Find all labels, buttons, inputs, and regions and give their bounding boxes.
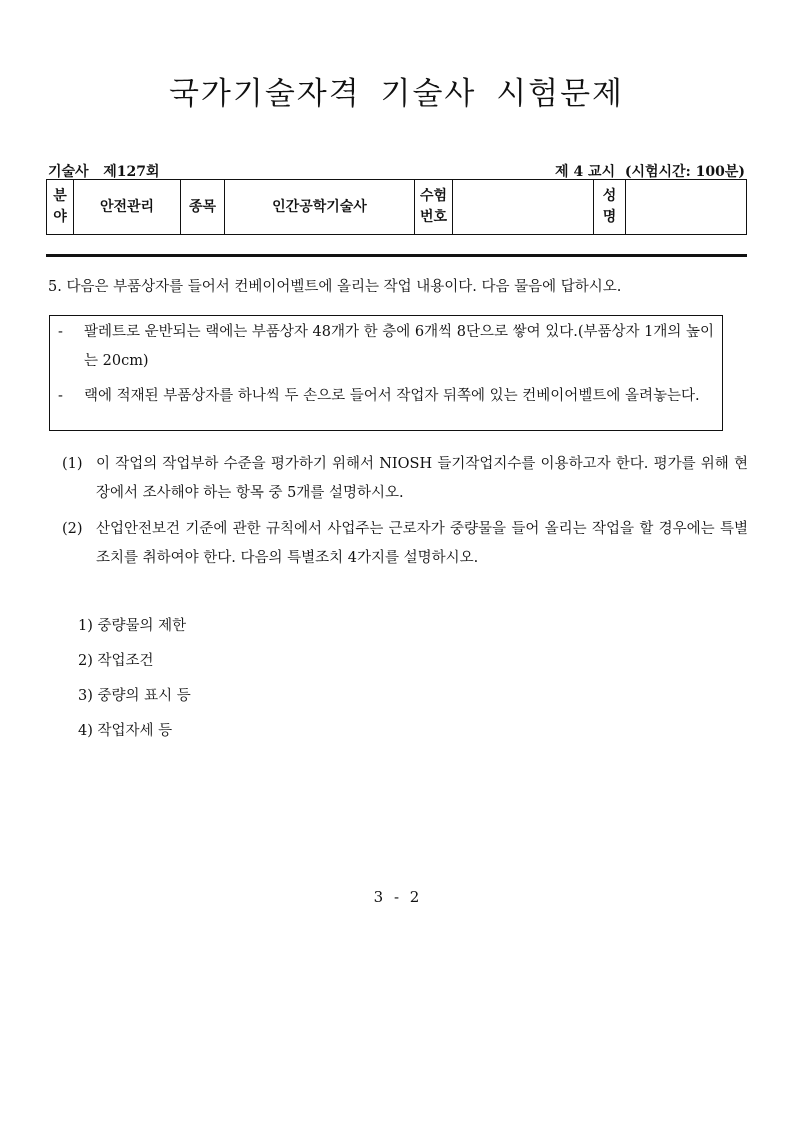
- item-value: 인간공학기술사: [225, 180, 415, 235]
- scenario-item: [58, 382, 714, 411]
- question-text: 5. 다음은 부품상자를 들어서 컨베이어벨트에 올리는 작업 내용이다. 다음 물음에 답하시오.: [48, 279, 622, 295]
- exam-title: 국가기술자격 기술사 시험문제: [168, 76, 624, 112]
- name-label-2: 명: [602, 209, 617, 225]
- exam-session: 제 4 교시 (시험시간: 100분): [555, 164, 745, 180]
- list-item: 1) 중량물의 제한: [78, 618, 187, 634]
- name-label-cell: [594, 180, 626, 235]
- scenario-box: [49, 315, 723, 431]
- bullet-dash: -: [58, 388, 63, 404]
- name-field[interactable]: [626, 180, 747, 235]
- exam-info-table: [46, 179, 747, 235]
- item-label: 종목: [181, 180, 225, 235]
- page-number: 3 - 2: [373, 888, 420, 906]
- exam-number-field[interactable]: [453, 180, 594, 235]
- scenario-text: 팔레트로 운반되는 랙에는 부품상자 48개가 한 층에 6개씩 8단으로 쌓여 있다.(부품상자 1개의 높이는 20cm): [84, 324, 714, 369]
- exam-number-label-cell: [415, 180, 453, 235]
- exam-round: 기술사 제127회: [48, 164, 160, 180]
- exam-number-label-1: 수험: [419, 188, 448, 204]
- list-item: 3) 중량의 표시 등: [78, 688, 191, 704]
- field-label-1: 분: [53, 188, 67, 204]
- sub-question-number: (1): [62, 456, 83, 472]
- list-item: 2) 작업조건: [78, 653, 154, 669]
- field-label-cell: [47, 180, 74, 235]
- sub-question-text: 산업안전보건 기준에 관한 규칙에서 사업주는 근로자가 중량물을 들어 올리는 작업을 할 경우에는 특별조치를 취하여야 한다. 다음의 특별조치 4가지를 설명하시오.: [96, 521, 748, 566]
- name-label-1: 성: [602, 188, 617, 204]
- scenario-item: [58, 318, 714, 376]
- sub-question-1: [62, 450, 748, 508]
- sub-question-number: (2): [62, 521, 83, 537]
- sub-question-text: 이 작업의 작업부하 수준을 평가하기 위해서 NIOSH 들기작업지수를 이용하고자 한다. 평가를 위해 현장에서 조사해야 하는 항목 중 5개를 설명하시오.: [96, 456, 748, 501]
- field-value: 안전관리: [74, 180, 181, 235]
- scenario-text: 랙에 적재된 부품상자를 하나씩 두 손으로 들어서 작업자 뒤쪽에 있는 컨베이어벨트에 올려놓는다.: [84, 388, 700, 404]
- sub-question-2: [62, 515, 748, 573]
- field-label-2: 야: [53, 209, 67, 225]
- header-divider: [46, 254, 747, 257]
- exam-number-label-2: 번호: [419, 209, 448, 225]
- list-item: 4) 작업자세 등: [78, 723, 173, 739]
- bullet-dash: -: [58, 324, 63, 340]
